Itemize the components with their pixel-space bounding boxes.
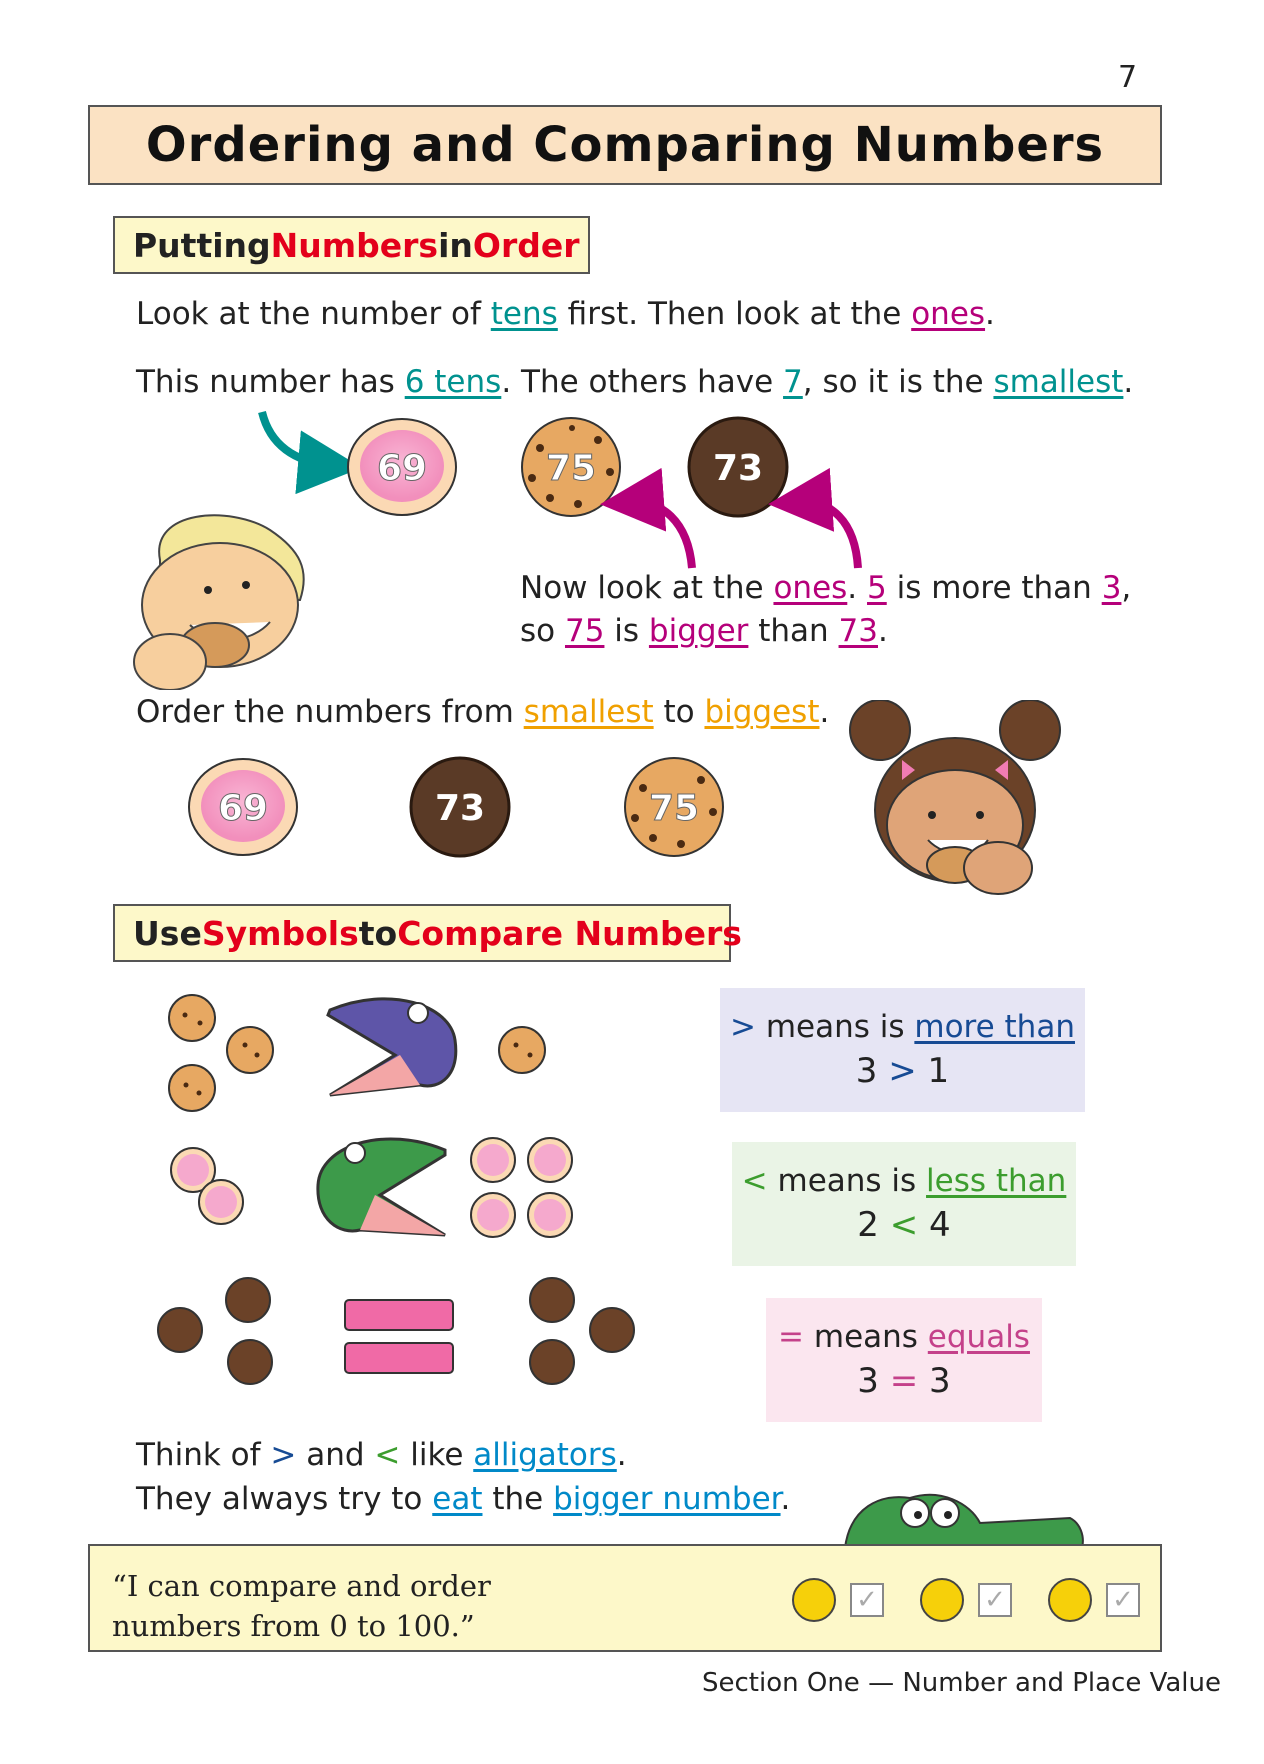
cookie-label: 75	[545, 448, 597, 489]
alligator-comparison-illustration	[150, 985, 650, 1425]
think-line-1: Think of > and < like alligators.	[136, 1437, 627, 1473]
cookie-label: 73	[712, 448, 764, 489]
ones-note-line-1: Now look at the ones. 5 is more than 3,	[520, 570, 1132, 606]
checkbox-neutral[interactable]: ✓	[978, 1583, 1012, 1617]
peeking-alligator	[840, 1478, 1090, 1548]
checkbox-happy[interactable]: ✓	[1106, 1583, 1140, 1617]
cookie-label: 69	[376, 448, 428, 489]
teal-arrow	[262, 412, 330, 465]
chip-cookie-group-1	[499, 1027, 545, 1073]
pink-cookie-group-4	[471, 1138, 572, 1237]
checkbox-worried[interactable]: ✓	[850, 1583, 884, 1617]
girl-eating-cookie	[850, 700, 1060, 894]
instruction-line-1: Look at the number of tens first. Then look at the ones.	[136, 296, 995, 332]
chip-cookie-group-3	[169, 995, 273, 1111]
magenta-arrow-73	[800, 502, 858, 568]
dark-cookie-group-3b	[530, 1278, 634, 1384]
page-number: 7	[1118, 60, 1138, 95]
purple-alligator-greater-than	[328, 999, 456, 1095]
dark-cookie-group-3a	[158, 1278, 272, 1384]
cookie-75-ordered	[625, 758, 723, 856]
instruction-line-2: This number has 6 tens. The others have 7, so it is the smallest.	[136, 364, 1134, 400]
section-heading-symbols: Use Symbols to Compare Numbers	[113, 904, 731, 962]
self-check-box	[88, 1544, 1162, 1652]
magenta-arrow-75	[632, 502, 692, 568]
pink-cookie-group-2	[171, 1148, 243, 1224]
order-instruction: Order the numbers from smallest to biggest.	[136, 694, 830, 730]
cookie-73-ordered	[411, 758, 509, 856]
cookie-75-top	[522, 418, 620, 516]
ones-note-line-2: so 75 is bigger than 73.	[520, 613, 888, 649]
page-title-box	[88, 105, 1162, 185]
cookie-73-top	[689, 418, 787, 516]
worried-face-icon	[792, 1578, 836, 1622]
neutral-smile-face-icon	[920, 1578, 964, 1622]
svg-text:73: 73	[434, 788, 486, 829]
self-check-statement: “I can compare and order numbers from 0 to 100.”	[112, 1569, 491, 1643]
less-than-box: < means is less than 2 < 4	[732, 1142, 1076, 1266]
svg-text:75: 75	[648, 788, 700, 829]
greater-than-box: > means is more than 3 > 1	[720, 988, 1085, 1112]
cookie-69-top	[348, 419, 456, 515]
green-alligator-less-than	[318, 1139, 445, 1235]
happy-face-icon	[1048, 1578, 1092, 1622]
boy-eating-cookie	[134, 515, 304, 690]
page-footer: Section One — Number and Place Value	[702, 1668, 1222, 1698]
equals-box: = means equals 3 = 3	[766, 1298, 1042, 1422]
ordered-cookies-illustration	[180, 700, 1080, 900]
section-heading-ordering: Putting Numbers in Order	[113, 216, 590, 274]
think-line-2: They always try to eat the bigger number.	[136, 1481, 791, 1517]
cookie-69-ordered	[189, 759, 297, 855]
pink-equals-sign	[345, 1300, 453, 1373]
page-title: Ordering and Comparing Numbers	[145, 117, 1105, 173]
svg-text:69: 69	[217, 788, 269, 829]
